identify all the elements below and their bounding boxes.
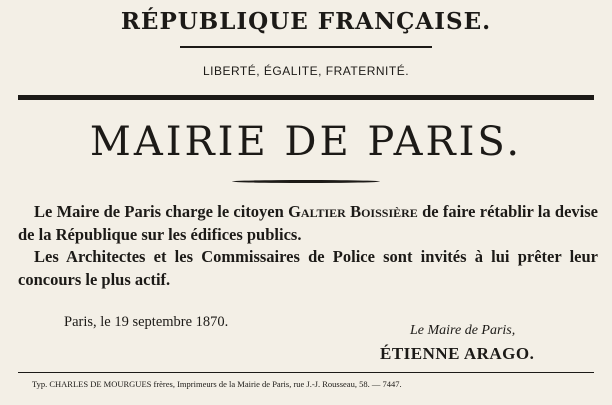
section-divider [18, 95, 594, 100]
printer-credit: Typ. CHARLES DE MOURGUES frères, Imprimeurs de la Mairie de Paris, rue J.-J. Rousseau, 58. — 7447. [32, 379, 402, 389]
motto: LIBERTÉ, ÉGALITE, FRATERNITÉ. [202, 64, 410, 78]
footer-divider [18, 372, 594, 373]
date-line: Paris, le 19 septembre 1870. [64, 314, 229, 330]
proclamation-text [18, 201, 598, 291]
title-underline [232, 180, 380, 183]
paragraph-2: Les Architectes et les Commissaires de Police sont invités à lui prêter leur concours le plus actif. [18, 247, 598, 289]
citizen-name: Galtier Boissière [288, 202, 418, 221]
signature-name: ÉTIENNE ARAGO. [380, 344, 535, 363]
paragraph-1 [18, 201, 598, 246]
paragraph-1-end: de faire rétablir la devise de la République sur les édifices publics. [18, 202, 598, 244]
page-title: MAIRIE DE PARIS. [89, 119, 523, 165]
republic-header: RÉPUBLIQUE FRANÇAISE. [120, 8, 492, 35]
signature-title: Le Maire de Paris, [410, 323, 516, 338]
header-divider [180, 46, 432, 48]
paragraph-1-start: Le Maire de Paris charge le citoyen [34, 202, 289, 221]
